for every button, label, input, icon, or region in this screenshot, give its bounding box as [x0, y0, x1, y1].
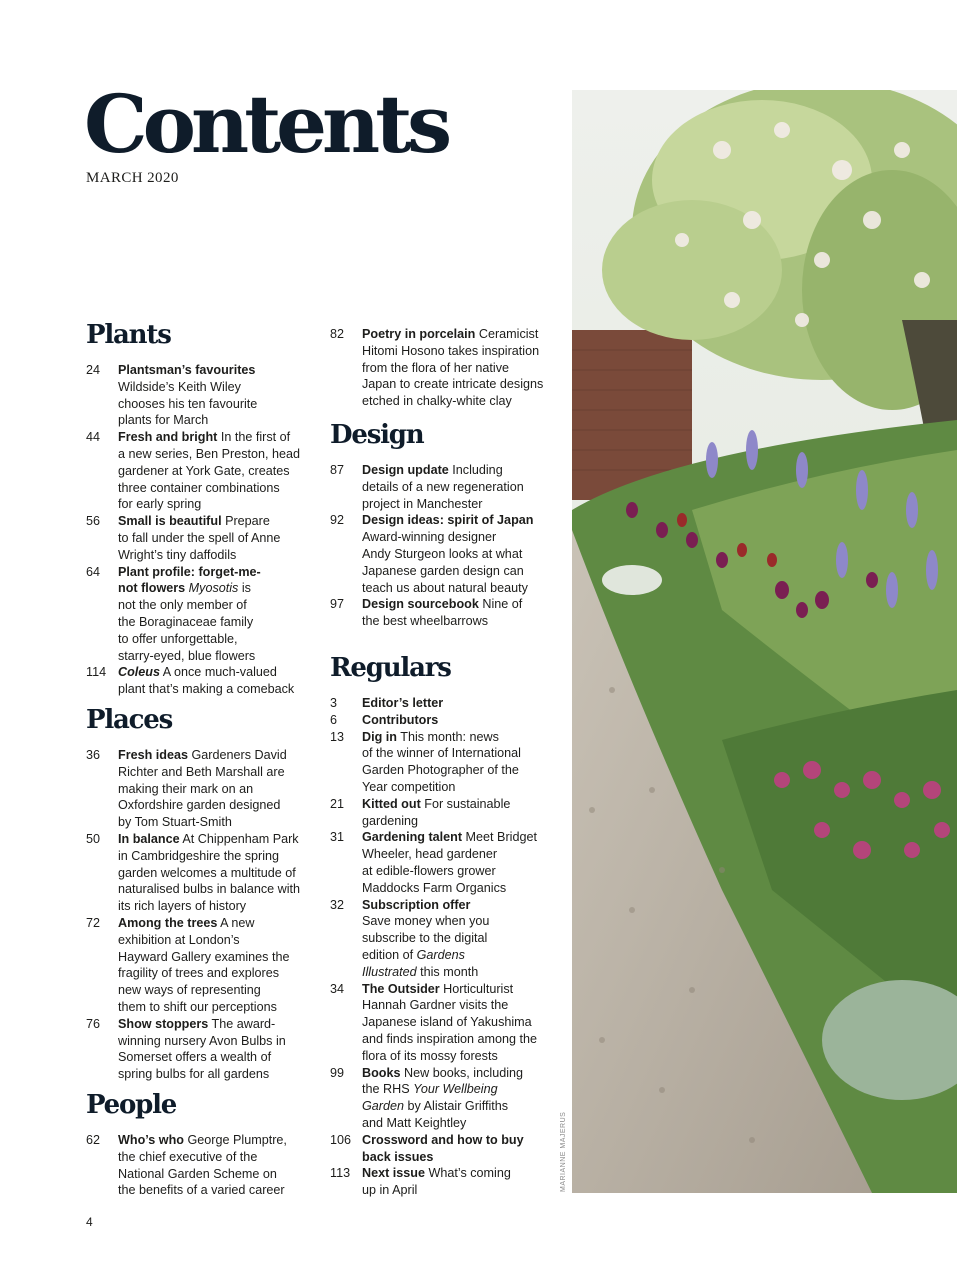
entry-description: and Matt Keightley [362, 1115, 467, 1130]
entry-line [118, 446, 311, 463]
entry-line [362, 880, 555, 897]
entry-label: Design sourcebook [362, 597, 479, 612]
entry-text [118, 831, 311, 915]
entry-line [118, 831, 311, 848]
entry-label: Who’s who [118, 1133, 184, 1147]
page-number: 4 [86, 1215, 93, 1229]
entry-line [118, 379, 311, 396]
page-ref: 92 [330, 513, 345, 528]
entry-text [362, 981, 555, 1065]
entry-description: gardening [362, 813, 419, 828]
toc-entry [330, 695, 555, 712]
page-ref: 64 [86, 564, 101, 579]
entry-description: George Plumptre, [184, 1133, 287, 1147]
entry-description: For sustainable [420, 796, 511, 811]
entry-description: Japan to create intricate designs [362, 377, 544, 392]
entry-line [118, 631, 311, 648]
entry-description: project in Manchester [362, 496, 483, 511]
entry-description: starry-eyed, blue flowers [118, 648, 256, 663]
entry-line [362, 462, 555, 479]
entry-description: The award- [208, 1016, 276, 1031]
entry-description: to fall under the spell of Anne [118, 530, 281, 545]
toc-entry [86, 362, 311, 429]
issue-date: MARCH 2020 [86, 170, 179, 186]
entry-label: Kitted out [362, 796, 421, 811]
toc-entry [330, 981, 555, 1065]
entry-line [362, 1098, 555, 1115]
entry-line [118, 982, 311, 999]
page-ref: 62 [86, 1133, 101, 1147]
entry-description: Ceramicist [475, 327, 539, 341]
entry-description: garden welcomes a multitude of [118, 865, 296, 880]
entry-description: Year competition [362, 779, 456, 794]
entry-label: Plant profile: forget-me- [118, 564, 261, 579]
section-heading: Regulars [330, 653, 451, 683]
entry-text [362, 796, 555, 830]
entry-description: making their mark on an [118, 781, 254, 796]
entry-line [118, 681, 311, 698]
entry-line [362, 479, 555, 496]
photo-credit: MARIANNE MAJERUS [560, 1111, 567, 1192]
entry-line [118, 881, 311, 898]
entry-line [362, 1048, 555, 1065]
entry-line [362, 897, 555, 914]
page-ref: 72 [86, 915, 101, 930]
toc-entry [330, 512, 555, 596]
section-places [86, 703, 311, 1083]
entry-description: Garden [362, 1099, 405, 1114]
entry-list [86, 747, 311, 1083]
page-ref: 31 [330, 830, 345, 845]
section-heading: Places [86, 705, 173, 735]
entry-line [118, 1149, 311, 1166]
section-plants-continued [330, 326, 555, 410]
entry-description: them to shift our perceptions [118, 999, 277, 1014]
entry-line [362, 343, 555, 360]
entry-description: teach us about natural beauty [362, 580, 528, 595]
entry-text [118, 747, 311, 831]
entry-description: subscribe to the digital [362, 931, 488, 946]
entry-label: Books [362, 1065, 401, 1080]
entry-label: Small is beautiful [118, 514, 222, 529]
page-ref: 97 [330, 597, 345, 612]
entry-description: the RHS [362, 1082, 414, 1097]
entry-line [362, 1182, 555, 1199]
entry-description: is [238, 581, 251, 596]
entry-line [118, 949, 311, 966]
page-ref: 44 [86, 430, 101, 445]
garden-illustration [572, 90, 957, 1193]
entry-description: In the first of [217, 430, 291, 445]
entry-description: its rich layers of history [118, 899, 247, 914]
entry-description: At Chippenham Park [179, 831, 299, 846]
entry-line [118, 1016, 311, 1033]
entry-line [362, 529, 555, 546]
entry-line [362, 360, 555, 377]
entry-line [118, 999, 311, 1016]
entry-line [118, 480, 311, 497]
entry-text [118, 1132, 311, 1199]
toc-entry [330, 796, 555, 830]
entry-label: Design update [362, 463, 449, 477]
entry-description: This month: news [396, 729, 499, 744]
entry-description: three container combinations [118, 480, 280, 495]
section-heading: Design [330, 420, 424, 450]
entry-description: Wildside’s Keith Wiley [118, 379, 241, 394]
entry-text [118, 664, 311, 698]
entry-line [118, 463, 311, 480]
entry-line [362, 1149, 555, 1166]
entry-line [362, 930, 555, 947]
toc-entry [86, 664, 311, 698]
entry-line [362, 779, 555, 796]
entry-description: spring bulbs for all gardens [118, 1067, 270, 1082]
entry-line [362, 1014, 555, 1031]
entry-description: the Boraginaceae family [118, 614, 254, 629]
entry-description: What’s coming [425, 1166, 511, 1181]
entry-description: Hayward Gallery examines the [118, 949, 290, 964]
entry-line [362, 512, 555, 529]
entry-line [118, 580, 311, 597]
entry-list [86, 362, 311, 698]
entry-description: Japanese garden design can [362, 563, 524, 578]
entry-description: for early spring [118, 497, 202, 512]
entry-label: Show stoppers [118, 1016, 209, 1031]
toc-entry [330, 462, 555, 512]
section-heading: Plants [86, 320, 171, 350]
entry-line [362, 393, 555, 410]
toc-entry [86, 429, 311, 513]
entry-label: Editor’s letter [362, 696, 444, 710]
entry-description: etched in chalky-white clay [362, 394, 512, 409]
entry-description: A once much-valued [160, 665, 277, 680]
entry-description: the best wheelbarrows [362, 614, 489, 629]
page-ref: 32 [330, 897, 345, 912]
entry-text [362, 712, 555, 729]
entry-description: Including [448, 463, 503, 477]
entry-label: not flowers [118, 581, 189, 596]
entry-description: flora of its mossy forests [362, 1048, 498, 1063]
entry-line [118, 865, 311, 882]
entry-line [362, 596, 555, 613]
entry-label: Fresh and bright [118, 430, 218, 445]
entry-text [362, 462, 555, 512]
toc-entry [86, 1016, 311, 1083]
entry-description: plants for March [118, 413, 209, 428]
entry-description: Your Wellbeing [413, 1082, 498, 1097]
entry-label: Gardening talent [362, 830, 463, 845]
toc-entry [330, 1065, 555, 1132]
entry-line [362, 981, 555, 998]
entry-description: Meet Bridget [462, 830, 537, 845]
toc-entry [330, 829, 555, 896]
entry-line [118, 848, 311, 865]
entry-description: National Garden Scheme on [118, 1166, 277, 1181]
entry-label: back issues [362, 1149, 434, 1164]
entry-description: Nine of [478, 597, 523, 612]
entry-line [362, 913, 555, 930]
page-ref: 56 [86, 514, 101, 529]
entry-label: Next issue [362, 1166, 425, 1181]
section-regulars [330, 651, 555, 1199]
page-ref: 76 [86, 1016, 101, 1031]
entry-description: and finds inspiration among the [362, 1031, 538, 1046]
page-title: Contents [84, 77, 448, 171]
entry-line [118, 614, 311, 631]
entry-line [118, 747, 311, 764]
entry-text [362, 1065, 555, 1132]
entry-line [362, 1132, 555, 1149]
entry-description: Andy Sturgeon looks at what [362, 546, 523, 561]
entry-line [362, 546, 555, 563]
entry-line [118, 530, 311, 547]
entry-line [118, 547, 311, 564]
entry-text [118, 564, 311, 665]
entry-line [118, 362, 311, 379]
toc-entry [330, 712, 555, 729]
entry-list [330, 462, 555, 630]
entry-description: at edible-flowers grower [362, 863, 496, 878]
entry-description: naturalised bulbs in balance with [118, 882, 301, 897]
entry-line [362, 813, 555, 830]
entry-line [118, 764, 311, 781]
entry-description: from the flora of her native [362, 360, 509, 375]
entry-label: Coleus [118, 665, 160, 680]
entry-description: Myosotis [188, 581, 239, 596]
toc-entry [86, 915, 311, 1016]
entry-line [118, 1182, 311, 1199]
entry-line [362, 796, 555, 813]
page-ref: 106 [330, 1132, 352, 1147]
entry-description: of the winner of International [362, 746, 521, 761]
toc-entry [86, 564, 311, 665]
entry-line [118, 1049, 311, 1066]
toc-entry [86, 513, 311, 563]
entry-description: Hannah Gardner visits the [362, 998, 509, 1013]
entry-text [362, 1165, 555, 1199]
entry-label: Design ideas: spirit of Japan [362, 513, 534, 528]
entry-line [118, 1066, 311, 1083]
entry-label: Dig in [362, 729, 397, 744]
entry-description: New books, including [400, 1065, 524, 1080]
entry-line [362, 1081, 555, 1098]
entry-line [118, 965, 311, 982]
entry-description: Award-winning designer [362, 530, 497, 545]
entry-text [118, 429, 311, 513]
garden-photo [572, 90, 957, 1193]
entry-text [362, 326, 555, 410]
page-ref: 82 [330, 327, 345, 341]
entry-line [362, 762, 555, 779]
entry-list [330, 695, 555, 1199]
entry-line [118, 496, 311, 513]
entry-line [362, 1031, 555, 1048]
entry-description: Somerset offers a wealth of [118, 1050, 272, 1065]
entry-line [362, 496, 555, 513]
entry-text [362, 596, 555, 630]
entry-line [362, 729, 555, 746]
entry-description: A new [217, 915, 255, 930]
page-ref: 36 [86, 748, 101, 762]
entry-description: by Tom Stuart-Smith [118, 815, 232, 830]
entry-label: Fresh ideas [118, 748, 188, 762]
toc-entry [86, 1132, 311, 1199]
entry-description: winning nursery Avon Bulbs in [118, 1033, 286, 1048]
entry-description: not the only member of [118, 598, 247, 613]
entry-description: Illustrated [362, 964, 417, 979]
toc-entry [330, 326, 555, 410]
entry-text [362, 829, 555, 896]
page-ref: 13 [330, 729, 345, 744]
entry-description: by Alistair Griffiths [404, 1099, 509, 1114]
entry-line [118, 1033, 311, 1050]
entry-description: gardener at York Gate, creates [118, 463, 290, 478]
entry-list [330, 326, 555, 410]
entry-line [118, 396, 311, 413]
entry-description: chooses his ten favourite [118, 396, 258, 411]
entry-description: Horticulturist [439, 981, 514, 996]
entry-label: The Outsider [362, 981, 440, 996]
entry-line [362, 1165, 555, 1182]
section-heading: People [86, 1090, 177, 1120]
page-ref: 21 [330, 796, 345, 811]
entry-description: the chief executive of the [118, 1149, 258, 1164]
page-ref: 24 [86, 363, 101, 377]
entry-line [362, 695, 555, 712]
toc-entry [86, 831, 311, 915]
entry-line [118, 513, 311, 530]
entry-line [362, 376, 555, 393]
entry-line [362, 745, 555, 762]
section-people [86, 1088, 311, 1199]
entry-line [362, 563, 555, 580]
entry-line [118, 932, 311, 949]
entry-label: Contributors [362, 712, 439, 727]
entry-line [362, 997, 555, 1014]
entry-line [118, 597, 311, 614]
section-plants [86, 318, 311, 698]
entry-line [362, 1065, 555, 1082]
entry-line [118, 648, 311, 665]
entry-description: Richter and Beth Marshall are [118, 764, 285, 779]
entry-description: edition of [362, 947, 417, 962]
entry-description: Hitomi Hosono takes inspiration [362, 343, 540, 358]
page-ref: 6 [330, 712, 338, 727]
entry-line [362, 863, 555, 880]
entry-line [118, 898, 311, 915]
entry-description: this month [416, 964, 479, 979]
entry-text [362, 695, 555, 712]
entry-description: fragility of trees and explores [118, 966, 280, 981]
entry-description: Wright’s tiny daffodils [118, 547, 237, 562]
entry-line [118, 1132, 311, 1149]
entry-line [118, 564, 311, 581]
entry-line [362, 613, 555, 630]
page-ref: 50 [86, 831, 101, 846]
entry-line [118, 797, 311, 814]
entry-line [362, 580, 555, 597]
page-ref: 3 [330, 696, 338, 710]
entry-line [118, 915, 311, 932]
entry-text [362, 512, 555, 596]
entry-description: Japanese island of Yakushima [362, 1015, 532, 1030]
entry-text [118, 362, 311, 429]
entry-text [118, 915, 311, 1016]
entry-description: Garden Photographer of the [362, 763, 519, 778]
entry-description: new ways of representing [118, 983, 261, 998]
entry-line [118, 429, 311, 446]
entry-label: Among the trees [118, 915, 218, 930]
toc-entry [86, 747, 311, 831]
entry-description: Wheeler, head gardener [362, 847, 498, 862]
entry-line [362, 846, 555, 863]
entry-description: Oxfordshire garden designed [118, 798, 281, 813]
entry-text [118, 1016, 311, 1083]
entry-description: plant that’s making a comeback [118, 682, 295, 697]
entry-description: Maddocks Farm Organics [362, 880, 507, 895]
entry-description: Save money when you [362, 914, 490, 929]
entry-description: Prepare [221, 514, 270, 529]
toc-entry [330, 729, 555, 796]
entry-description: Gardens [416, 947, 465, 962]
toc-entry [330, 897, 555, 981]
entry-line [362, 964, 555, 981]
page-ref: 34 [330, 981, 345, 996]
entry-line [118, 814, 311, 831]
entry-label: Poetry in porcelain [362, 327, 476, 341]
entry-text [362, 1132, 555, 1166]
entry-line [362, 829, 555, 846]
entry-line [118, 781, 311, 798]
section-design [330, 418, 555, 630]
page-ref: 87 [330, 463, 345, 477]
page-ref: 114 [86, 665, 107, 680]
entry-label: In balance [118, 831, 180, 846]
entry-line [118, 412, 311, 429]
entry-line [362, 1115, 555, 1132]
entry-line [118, 664, 311, 681]
entry-label: Plantsman’s favourites [118, 363, 256, 377]
entry-line [118, 1166, 311, 1183]
toc-entry [330, 596, 555, 630]
entry-text [362, 729, 555, 796]
page-ref: 99 [330, 1065, 345, 1080]
entry-line [362, 947, 555, 964]
entry-line [362, 712, 555, 729]
entry-description: to offer unforgettable, [118, 631, 238, 646]
entry-description: exhibition at London’s [118, 932, 240, 947]
entry-label: Subscription offer [362, 897, 471, 912]
toc-entry [330, 1132, 555, 1166]
entry-list [86, 1132, 311, 1199]
entry-description: the benefits of a varied career [118, 1183, 285, 1198]
entry-label: Crossword and how to buy [362, 1132, 524, 1147]
page-ref: 113 [330, 1166, 351, 1181]
entry-description: up in April [362, 1183, 418, 1198]
entry-description: a new series, Ben Preston, head [118, 446, 301, 461]
entry-description: details of a new regeneration [362, 479, 524, 494]
entry-line [362, 326, 555, 343]
entry-text [362, 897, 555, 981]
entry-text [118, 513, 311, 563]
toc-entry [330, 1165, 555, 1199]
entry-description: Gardeners David [188, 748, 287, 762]
entry-description: in Cambridgeshire the spring [118, 848, 280, 863]
